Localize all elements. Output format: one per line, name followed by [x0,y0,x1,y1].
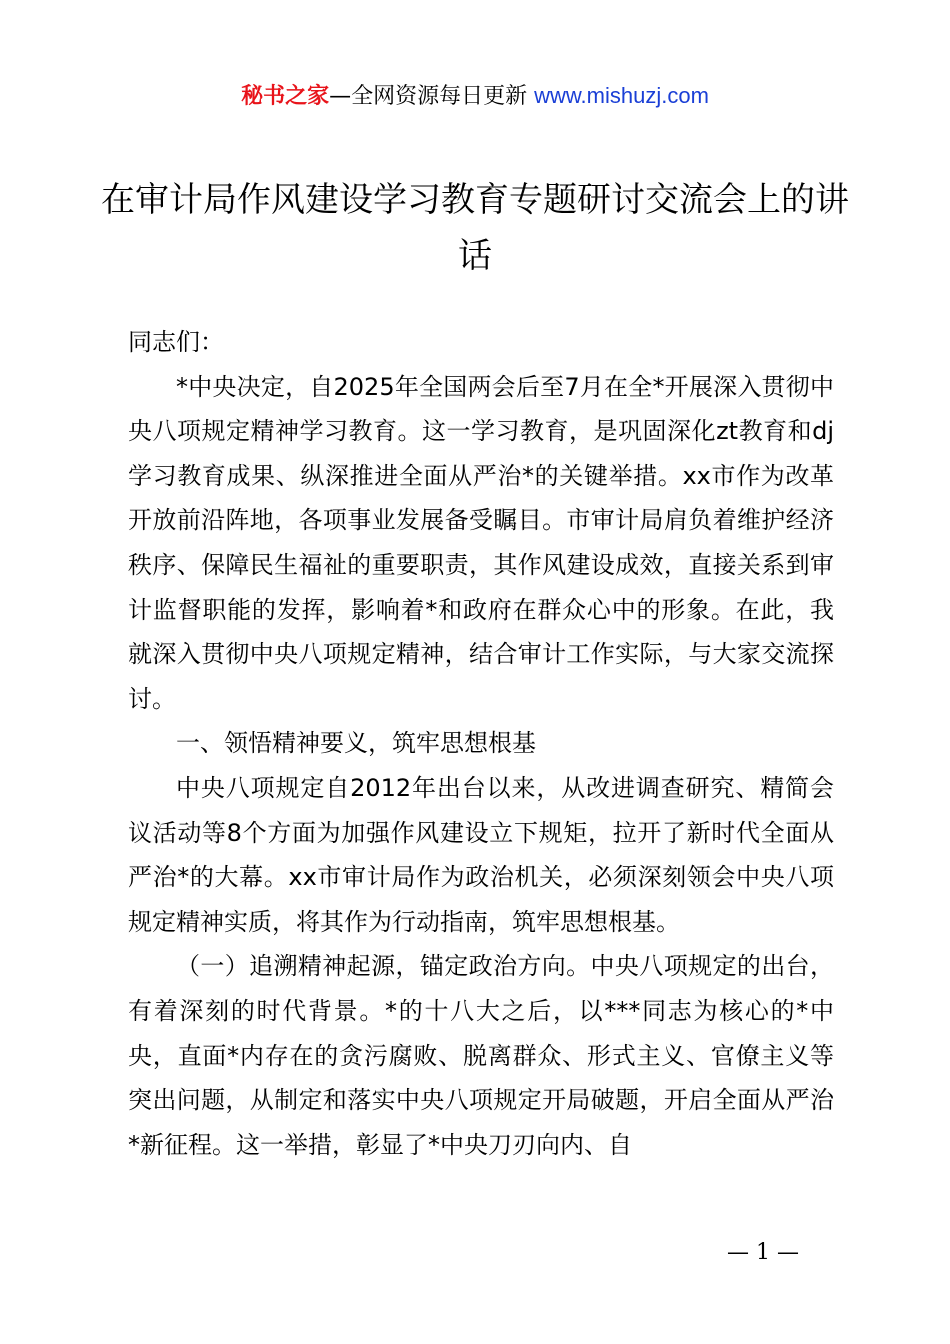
document-body [128,320,834,1167]
page-number: — 1 — [727,1240,799,1265]
salutation: 同志们： [128,328,224,356]
paragraph-intro: *中央决定，自2025年全国两会后至7月在全*开展深入贯彻中央八项规定精神学习教育。这一学习教育，是巩固深化zt教育和dj学习教育成果、纵深推进全面从严治*的关键举措。xx市作为改革开放前沿阵地，各项事业发展备受瞩目。市审计局肩负着维护经济秩序、保障民生福祉的重要职责，其作风建设成效，直接关系到审计监督职能的发挥，影响着*和政府在群众心中的形象。在此，我就深入贯彻中央八项规定精神，结合审计工作实际，与大家交流探讨。 [128,372,834,713]
site-tagline: —全网资源每日更新 [329,84,535,109]
paragraph-section-1: 中央八项规定自2012年出台以来，从改进调查研究、精简会议活动等8个方面为加强作风建设立下规矩，拉开了新时代全面从严治*的大幕。xx市审计局作为政治机关，必须深刻领会中央八项规定精神实质，将其作为行动指南，筑牢思想根基。 [128,773,834,936]
paragraph-subsection-1: （一）追溯精神起源，锚定政治方向。中央八项规定的出台，有着深刻的时代背景。*的十八大之后，以***同志为核心的*中央，直面*内存在的贪污腐败、脱离群众、形式主义、官僚主义等突出问题，从制定和落实中央八项规定开局破题，开启全面从严治*新征程。这一举措，彰显了*中央刀刃向内、自 [128,952,834,1159]
site-brand: 秘书之家 [241,84,330,109]
site-banner [0,80,950,113]
section-heading-1: 一、领悟精神要义，筑牢思想根基 [176,729,536,758]
site-url-link[interactable]: www.mishuzj.com [534,83,709,108]
document-title: 在审计局作风建设学习教育专题研讨交流会上的讲话 [101,180,849,276]
